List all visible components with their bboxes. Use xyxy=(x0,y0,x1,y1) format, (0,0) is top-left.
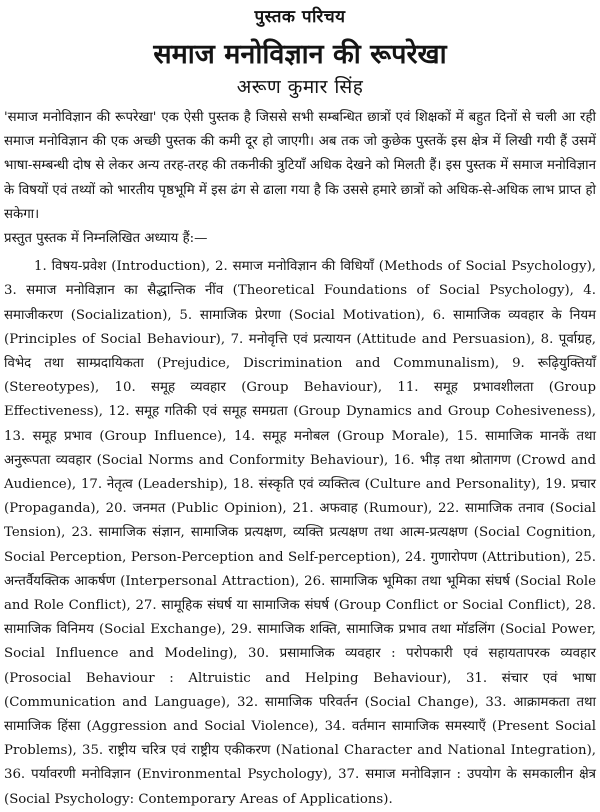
intro-paragraph: 'समाज मनोविज्ञान की रूपरेखा' एक ऐसी पुस्तक है जिससे सभी सम्बन्धित छात्रों एवं शिक्षकों में बहुत दिनों से चली आ रही समाज मनोविज्ञान की एक अच्छी पुस्तक की कमी दूर हो जाएगी। अब तक जो कुछेक पुस्तकें इस क्षेत्र में लिखी गयी हैं उसमें भाषा-सम्बन्धी दोष से लेकर अन्य तरह-तरह की तकनीकी त्रुटियाँ अधिक देखने को मिलती हैं। इस पुस्तक में समाज मनोविज्ञान के विषयों एवं तथ्यों को भारतीय पृष्ठभूमि में इस ढंग से ढाला गया है कि उससे हमारे छात्रों को अधिक-से-अधिक लाभ प्राप्त हो सकेगा। xyxy=(4,110,596,222)
chapters-lead: प्रस्तुत पुस्तक में निम्नलिखित अध्याय हैं:— xyxy=(4,231,208,247)
section-kicker: पुस्तक परिचय xyxy=(254,7,346,27)
author-name: अरूण कुमार सिंह xyxy=(236,76,364,98)
book-title: समाज मनोविज्ञान की रूपरेखा xyxy=(153,39,447,70)
chapters-list: 1. विषय-प्रवेश (Introduction), 2. समाज मनोविज्ञान की विधियाँ (Methods of Social Psychology), 3. समाज मनोविज्ञान का सैद्धान्तिक नींव (Theoretical Foundations of Social Psychology), 4. समाजीकरण (Socialization), 5. सामाजिक प्रेरणा (Social Motivation), 6. सामाजिक व्यवहार के नियम (Principles of Social Behaviour), 7. मनोवृत्ति एवं प्रत्यायन (Attitude and Persuasion), 8. पूर्वाग्रह, विभेद तथा साम्प्रदायिकता (Prejudice, Discrimination and Communalism), 9. रूढ़ियुक्तियाँ (Stereotypes), 10. समूह व्यवहार (Group Behaviour), 11. समूह प्रभावशीलता (Group Effectiveness), 12. समूह गतिकी एवं समूह समग्रता (Group Dynamics and Group Cohesiveness), 13. समूह प्रभाव (Group Influence), 14. समूह मनोबल (Group Morale), 15. सामाजिक मानकें तथा अनुरूपता व्यवहार (Social Norms and Conformity Behaviour), 16. भीड़ तथा श्रोतागण (Crowd and Audience), 17. नेतृत्व (Leadership), 18. संस्कृति एवं व्यक्तित्व (Culture and Personality), 19. प्रचार (Propaganda), 20. जनमत (Public Opinion), 21. अफवाह (Rumour), 22. सामाजिक तनाव (Social Tension), 23. सामाजिक संज्ञान, सामाजिक प्रत्यक्षण, व्यक्ति प्रत्यक्षण तथा आत्म-प्रत्यक्षण (Social Cognition, Social Perception, Person-Perception and Self-perception), 24. गुणारोपण (Attribution), 25. अन्तर्वैयक्तिक आकर्षण (Interpersonal Attraction), 26. सामाजिक भूमिका तथा भूमिका संघर्ष (Social Role and Role Conflict), 27. सामूहिक संघर्ष या सामाजिक संघर्ष (Group Conflict or Social Conflict), 28. सामाजिक विनिमय (Social Exchange), 29. सामाजिक शक्ति, सामाजिक प्रभाव तथा मॉडलिंग (Social Power, Social Influence and Modeling), 30. प्रसामाजिक व्यवहार : परोपकारी एवं सहायतापरक व्यवहार (Prosocial Behaviour : Altruistic and Helping Behaviour), 31. संचार एवं भाषा (Communication and Language), 32. सामाजिक परिवर्तन (Social Change), 33. आक्रामकता तथा सामाजिक हिंसा (Aggression and Social Violence), 34. वर्तमान सामाजिक समस्याएँ (Present Social Problems), 35. राष्ट्रीय चरित्र एवं राष्ट्रीय एकीकरण (National Character and National Integration), 36. पर्यावरणी मनोविज्ञान (Environmental Psychology), 37. समाज मनोविज्ञान : उपयोग के समकालीन क्षेत्र (Social Psychology: Contemporary Areas of Applications). xyxy=(4,259,596,807)
